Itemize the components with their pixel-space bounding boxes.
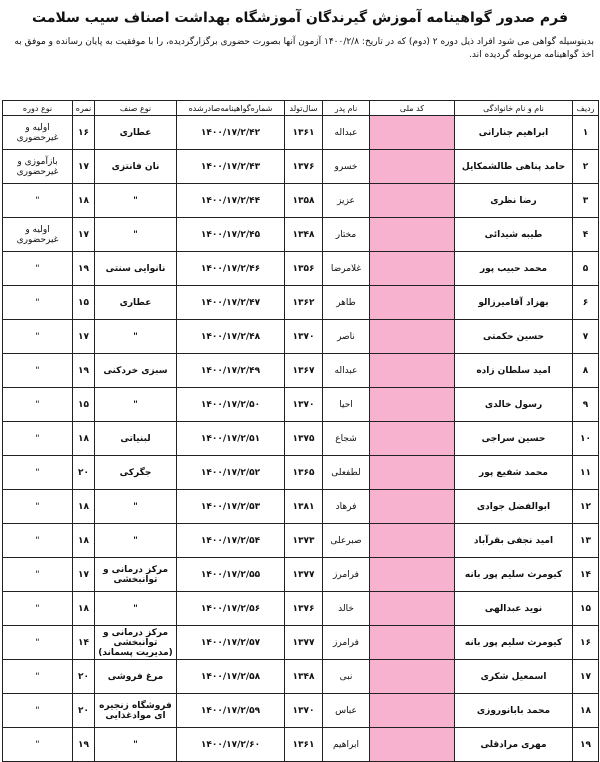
guild-type: " xyxy=(95,388,177,422)
guild-type: مرغ فروشی xyxy=(95,660,177,694)
header-idx: ردیف xyxy=(573,101,599,116)
course-type: " xyxy=(3,558,73,592)
course-type: بازآموزی و غیرحضوری xyxy=(3,150,73,184)
national-code-redacted xyxy=(370,388,455,422)
trainee-name: اسمعیل شکری xyxy=(455,660,573,694)
guild-type: " xyxy=(95,728,177,762)
table-row xyxy=(3,490,599,524)
row-index: ۱ xyxy=(573,116,599,150)
father-name: عبداله xyxy=(323,116,370,150)
row-index: ۵ xyxy=(573,252,599,286)
course-type: " xyxy=(3,626,73,660)
father-name: مختار xyxy=(323,218,370,252)
score: ۱۸ xyxy=(73,422,95,456)
father-name: عبداله xyxy=(323,354,370,388)
trainee-name: کیومرث سلیم پور بانه xyxy=(455,626,573,660)
score: ۱۷ xyxy=(73,150,95,184)
certificate-number: ۱۴۰۰/۱۷/۲/۴۷ xyxy=(177,286,285,320)
guild-type: " xyxy=(95,592,177,626)
table-row xyxy=(3,320,599,354)
trainee-name: حامد پناهی طالشمکایل xyxy=(455,150,573,184)
father-name: خسرو xyxy=(323,150,370,184)
father-name: فرامرز xyxy=(323,626,370,660)
row-index: ۲ xyxy=(573,150,599,184)
header-course: نوع دوره xyxy=(3,101,73,116)
table-row xyxy=(3,388,599,422)
form-title: فرم صدور گواهینامه آموزش گیرندگان آموزشگاه بهداشت اصناف سیب سلامت xyxy=(32,10,568,26)
course-type: " xyxy=(3,728,73,762)
birth-year: ۱۳۴۸ xyxy=(285,660,323,694)
table-row xyxy=(3,626,599,660)
trainee-name: ابوالفضل جوادی xyxy=(455,490,573,524)
table-row xyxy=(3,524,599,558)
trainee-name: محمد حبیب پور xyxy=(455,252,573,286)
national-code-redacted xyxy=(370,150,455,184)
national-code-redacted xyxy=(370,456,455,490)
trainee-name: رضا نظری xyxy=(455,184,573,218)
national-code-redacted xyxy=(370,218,455,252)
certificate-number: ۱۴۰۰/۱۷/۲/۴۵ xyxy=(177,218,285,252)
trainee-name: حسین حکمتی xyxy=(455,320,573,354)
birth-year: ۱۳۷۳ xyxy=(285,524,323,558)
score: ۱۹ xyxy=(73,728,95,762)
guild-type: " xyxy=(95,524,177,558)
header-meli: کد ملی xyxy=(370,101,455,116)
certificate-number: ۱۴۰۰/۱۷/۲/۵۷ xyxy=(177,626,285,660)
table-row xyxy=(3,150,599,184)
trainee-name: محمد بابانوروزی xyxy=(455,694,573,728)
certificate-number: ۱۴۰۰/۱۷/۲/۵۳ xyxy=(177,490,285,524)
row-index: ۷ xyxy=(573,320,599,354)
table-row xyxy=(3,456,599,490)
trainee-name: حسین سراجی xyxy=(455,422,573,456)
score: ۱۶ xyxy=(73,116,95,150)
table-row xyxy=(3,728,599,762)
birth-year: ۱۳۶۵ xyxy=(285,456,323,490)
intro-paragraph: بدینوسیله گواهی می شود افراد ذیل دوره ۲ (دوم) که در تاریخ: ۱۴۰۰/۲/۸ آزمون آنها بصورت حضوری برگزارگردیده، را با موفقیت به پایان رسانده و موفق به اخذ گواهینامه مربوطه گردیده اند. xyxy=(14,37,594,60)
birth-year: ۱۳۸۱ xyxy=(285,490,323,524)
guild-type: عطاری xyxy=(95,116,177,150)
national-code-redacted xyxy=(370,490,455,524)
table-row xyxy=(3,694,599,728)
guild-type: فروشگاه زنجیره ای موادغذایی xyxy=(95,694,177,728)
trainee-name: کیومرث سلیم پور بانه xyxy=(455,558,573,592)
trainees-table xyxy=(2,100,599,762)
birth-year: ۱۳۶۷ xyxy=(285,354,323,388)
course-type: " xyxy=(3,184,73,218)
row-index: ۱۰ xyxy=(573,422,599,456)
table-row xyxy=(3,558,599,592)
table-row xyxy=(3,184,599,218)
birth-year: ۱۳۷۶ xyxy=(285,592,323,626)
row-index: ۱۵ xyxy=(573,592,599,626)
table-row xyxy=(3,592,599,626)
row-index: ۶ xyxy=(573,286,599,320)
national-code-redacted xyxy=(370,252,455,286)
course-type: " xyxy=(3,252,73,286)
course-type: " xyxy=(3,320,73,354)
national-code-redacted xyxy=(370,320,455,354)
trainee-name: امید نجفی بقرآباد xyxy=(455,524,573,558)
birth-year: ۱۳۷۵ xyxy=(285,422,323,456)
father-name: فرهاد xyxy=(323,490,370,524)
guild-type: لبنیاتی xyxy=(95,422,177,456)
course-type: اولیه و غیرحضوری xyxy=(3,116,73,150)
certificate-number: ۱۴۰۰/۱۷/۲/۵۵ xyxy=(177,558,285,592)
birth-year: ۱۳۶۱ xyxy=(285,728,323,762)
table-row xyxy=(3,218,599,252)
score: ۱۹ xyxy=(73,252,95,286)
certificate-number: ۱۴۰۰/۱۷/۲/۴۳ xyxy=(177,150,285,184)
score: ۱۸ xyxy=(73,592,95,626)
row-index: ۱۳ xyxy=(573,524,599,558)
birth-year: ۱۳۶۱ xyxy=(285,116,323,150)
course-type: اولیه و غیرحضوری xyxy=(3,218,73,252)
score: ۲۰ xyxy=(73,694,95,728)
father-name: غلامرضا xyxy=(323,252,370,286)
score: ۱۹ xyxy=(73,354,95,388)
score: ۱۴ xyxy=(73,626,95,660)
father-name: عزیز xyxy=(323,184,370,218)
course-type: " xyxy=(3,354,73,388)
birth-year: ۱۳۴۸ xyxy=(285,218,323,252)
course-type: " xyxy=(3,490,73,524)
trainee-name: نوید عبدالهی xyxy=(455,592,573,626)
national-code-redacted xyxy=(370,558,455,592)
certificate-number: ۱۴۰۰/۱۷/۲/۴۲ xyxy=(177,116,285,150)
header-year: سال‌تولد xyxy=(285,101,323,116)
guild-type: سبزی خردکنی xyxy=(95,354,177,388)
score: ۱۸ xyxy=(73,524,95,558)
guild-type: " xyxy=(95,184,177,218)
certificate-number: ۱۴۰۰/۱۷/۲/۵۶ xyxy=(177,592,285,626)
course-type: " xyxy=(3,388,73,422)
father-name: خالد xyxy=(323,592,370,626)
score: ۱۵ xyxy=(73,286,95,320)
certificate-number: ۱۴۰۰/۱۷/۲/۴۴ xyxy=(177,184,285,218)
guild-type: جگرکی xyxy=(95,456,177,490)
father-name: صبرعلی xyxy=(323,524,370,558)
certificate-number: ۱۴۰۰/۱۷/۲/۴۹ xyxy=(177,354,285,388)
row-index: ۱۷ xyxy=(573,660,599,694)
header-name: نام و نام خانوادگی xyxy=(455,101,573,116)
birth-year: ۱۳۷۷ xyxy=(285,626,323,660)
row-index: ۱۶ xyxy=(573,626,599,660)
guild-type: " xyxy=(95,320,177,354)
father-name: لطفعلی xyxy=(323,456,370,490)
national-code-redacted xyxy=(370,728,455,762)
trainee-name: بهزاد آقامیرزالو xyxy=(455,286,573,320)
course-type: " xyxy=(3,694,73,728)
national-code-redacted xyxy=(370,592,455,626)
father-name: شجاع xyxy=(323,422,370,456)
national-code-redacted xyxy=(370,694,455,728)
row-index: ۴ xyxy=(573,218,599,252)
certificate-number: ۱۴۰۰/۱۷/۲/۵۹ xyxy=(177,694,285,728)
trainee-name: محمد شفیع پور xyxy=(455,456,573,490)
row-index: ۸ xyxy=(573,354,599,388)
national-code-redacted xyxy=(370,524,455,558)
certificate-number: ۱۴۰۰/۱۷/۲/۵۴ xyxy=(177,524,285,558)
table-body xyxy=(3,116,599,762)
national-code-redacted xyxy=(370,116,455,150)
score: ۱۷ xyxy=(73,218,95,252)
guild-type: " xyxy=(95,490,177,524)
header-father: نام پدر xyxy=(323,101,370,116)
row-index: ۱۸ xyxy=(573,694,599,728)
header-guild: نوع صنف xyxy=(95,101,177,116)
father-name: ابراهیم xyxy=(323,728,370,762)
national-code-redacted xyxy=(370,354,455,388)
father-name: نبی xyxy=(323,660,370,694)
trainee-name: مهری مرادقلی xyxy=(455,728,573,762)
course-type: " xyxy=(3,660,73,694)
table-header-row xyxy=(3,101,599,116)
row-index: ۱۹ xyxy=(573,728,599,762)
score: ۱۸ xyxy=(73,184,95,218)
score: ۲۰ xyxy=(73,456,95,490)
trainee-name: ابراهیم جنارانی xyxy=(455,116,573,150)
row-index: ۱۱ xyxy=(573,456,599,490)
national-code-redacted xyxy=(370,286,455,320)
national-code-redacted xyxy=(370,184,455,218)
table-row xyxy=(3,252,599,286)
guild-type: " xyxy=(95,218,177,252)
table-row xyxy=(3,660,599,694)
course-type: " xyxy=(3,422,73,456)
guild-type: عطاری xyxy=(95,286,177,320)
national-code-redacted xyxy=(370,660,455,694)
course-type: " xyxy=(3,456,73,490)
certificate-number: ۱۴۰۰/۱۷/۲/۴۶ xyxy=(177,252,285,286)
guild-type: مرکز درمانی و توانبخشی (مدیریت پسماند) xyxy=(95,626,177,660)
header-cert: شماره‌گواهینامه‌صادرشده xyxy=(177,101,285,116)
table-row xyxy=(3,422,599,456)
father-name: ناصر xyxy=(323,320,370,354)
birth-year: ۱۳۷۰ xyxy=(285,320,323,354)
table-row xyxy=(3,286,599,320)
birth-year: ۱۳۷۷ xyxy=(285,558,323,592)
certificate-number: ۱۴۰۰/۱۷/۲/۵۱ xyxy=(177,422,285,456)
course-type: " xyxy=(3,592,73,626)
certificate-number: ۱۴۰۰/۱۷/۲/۵۲ xyxy=(177,456,285,490)
table-row xyxy=(3,116,599,150)
father-name: عباس xyxy=(323,694,370,728)
father-name: احیا xyxy=(323,388,370,422)
father-name: طاهر xyxy=(323,286,370,320)
certificate-number: ۱۴۰۰/۱۷/۲/۴۸ xyxy=(177,320,285,354)
row-index: ۱۴ xyxy=(573,558,599,592)
guild-type: نانوایی سنتی xyxy=(95,252,177,286)
course-type: " xyxy=(3,524,73,558)
birth-year: ۱۳۷۰ xyxy=(285,388,323,422)
score: ۱۷ xyxy=(73,558,95,592)
row-index: ۹ xyxy=(573,388,599,422)
birth-year: ۱۳۷۶ xyxy=(285,150,323,184)
score: ۱۷ xyxy=(73,320,95,354)
national-code-redacted xyxy=(370,626,455,660)
score: ۱۸ xyxy=(73,490,95,524)
certificate-number: ۱۴۰۰/۱۷/۲/۵۸ xyxy=(177,660,285,694)
certificate-number: ۱۴۰۰/۱۷/۲/۶۰ xyxy=(177,728,285,762)
trainee-name: طیبه شیدائی xyxy=(455,218,573,252)
trainee-name: امید سلطان زاده xyxy=(455,354,573,388)
row-index: ۱۲ xyxy=(573,490,599,524)
row-index: ۳ xyxy=(573,184,599,218)
certificate-number: ۱۴۰۰/۱۷/۲/۵۰ xyxy=(177,388,285,422)
trainee-name: رسول خالدی xyxy=(455,388,573,422)
course-type: " xyxy=(3,286,73,320)
birth-year: ۱۳۶۲ xyxy=(285,286,323,320)
guild-type: مرکز درمانی و توانبخشی xyxy=(95,558,177,592)
national-code-redacted xyxy=(370,422,455,456)
header-score: نمره xyxy=(73,101,95,116)
score: ۲۰ xyxy=(73,660,95,694)
score: ۱۵ xyxy=(73,388,95,422)
birth-year: ۱۳۵۸ xyxy=(285,184,323,218)
guild-type: نان فانتزی xyxy=(95,150,177,184)
birth-year: ۱۳۷۰ xyxy=(285,694,323,728)
father-name: فرامرز xyxy=(323,558,370,592)
birth-year: ۱۳۵۶ xyxy=(285,252,323,286)
table-row xyxy=(3,354,599,388)
